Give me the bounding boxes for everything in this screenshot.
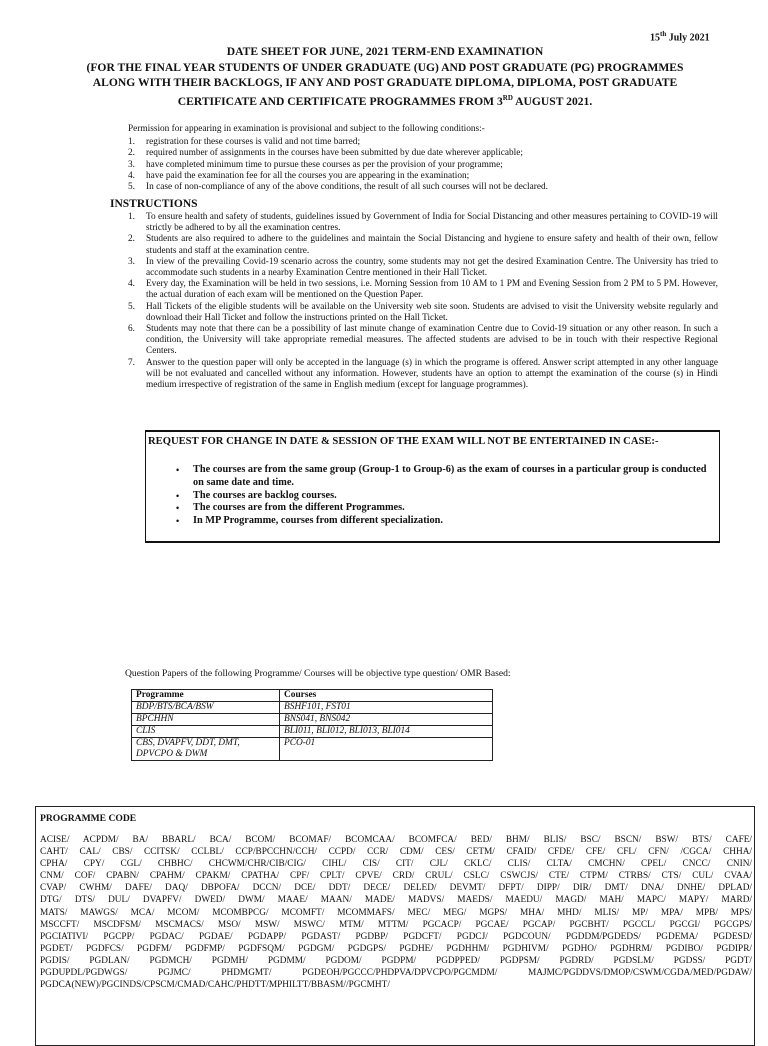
courses-cell: BNS041, BNS042 bbox=[280, 714, 493, 726]
column-header-courses: Courses bbox=[280, 690, 493, 702]
programme-code-box bbox=[35, 806, 755, 1046]
document-date: 15th July 2021 bbox=[650, 30, 710, 44]
programme-code-line: CNM/ COF/ CPABN/ CPAHM/ CPAKM/ CPATHA/ CPF/ CPLT/ CPVE/ CRD/ CRUL/ CSLC/ CSWCJS/ CTE/ CTPM/ CTRBS/ CTS/ CUL/ CVAA/ bbox=[40, 871, 752, 882]
programme-code-line: PGDIS/ PGDLAN/ PGDMCH/ PGDMH/ PGDMM/ PGDOM/ PGDPM/ PGDPPED/ PGDPSM/ PGDRD/ PGDSLM/ PGDSS/ PGDT/ bbox=[40, 955, 752, 966]
request-change-item: • The courses are backlog courses. bbox=[176, 489, 337, 501]
programme-cell: BDP/BTS/BCA/BSW bbox=[132, 702, 280, 714]
permission-item: 2. required number of assignments in the courses have been submitted by due date wherever applicable; bbox=[128, 148, 523, 159]
courses-cell: PCO-01 bbox=[280, 738, 493, 761]
permission-item: 3. have completed minimum time to pursue these courses as per the provision of your programme; bbox=[128, 159, 503, 170]
permission-intro: Permission for appearing in examination is provisional and subject to the following conditions:- bbox=[128, 124, 485, 134]
table-header-row bbox=[132, 690, 493, 702]
objective-courses-table bbox=[131, 689, 493, 761]
table-row bbox=[132, 726, 493, 738]
programme-cell: CBS, DVAPFV, DDT, DMT, DPVCPO & DWM bbox=[132, 738, 280, 761]
programme-cell: CLIS bbox=[132, 726, 280, 738]
instruction-item: 5. Hall Tickets of the eligible students will be available on the University web site soon. Students are advised to visit the University website regularly and download their Hall Ticket and follow the instructions printed on the Hall Ticket. bbox=[128, 301, 718, 323]
programme-code-line: PGDUPDL/PGDWGS/ PGJMC/ PHDMGMT/ PGDEOH/PGCCC/PHDPVA/DPVCPO/PGCMDM/ MAJMC/PGDDVS/DMOP/CSWM/CGDA/MED/PGDAW/ bbox=[40, 968, 752, 979]
programme-code-line: CVAP/ CWHM/ DAFE/ DAQ/ DBPOFA/ DCCN/ DCE/ DDT/ DECE/ DELED/ DEVMT/ DFPT/ DIPP/ DIR/ DMT/ DNA/ DNHE/ DPLAD/ bbox=[40, 883, 752, 894]
instructions-list bbox=[128, 212, 718, 391]
instruction-item: 4. Every day, the Examination will be held in two sessions, i.e. Morning Session from 10 AM to 1 PM and Evening Session from 2 PM to 5 PM. However, the actual duration of each exam will be mentioned on the Question Paper. bbox=[128, 279, 718, 301]
instructions-heading: INSTRUCTIONS bbox=[110, 198, 198, 210]
column-header-programme: Programme bbox=[132, 690, 280, 702]
instruction-item: 6. Students may note that there can be a possibility of last minute change of examination Centre due to Covid-19 situation or any other reason. In such a condition, the University will take appropriate remedial measures. The affected students are advised to be in touch with their respective Regional Centers. bbox=[128, 324, 718, 357]
permission-item: 4. have paid the examination fee for all the courses you are appearing in the examination; bbox=[128, 170, 470, 181]
programme-cell: BPCHHN bbox=[132, 714, 280, 726]
title-line-3: ALONG WITH THEIR BACKLOGS, IF ANY AND POST GRADUATE DIPLOMA, DIPLOMA, POST GRADUATE bbox=[92, 76, 678, 89]
programme-code-line: MSCCFT/ MSCDFSM/ MSCMACS/ MSO/ MSW/ MSWC/ MTM/ MTTM/ PGCACP/ PGCAE/ PGCAP/ PGCBHT/ PGCCL/ PGCGI/ PGCGPS/ bbox=[40, 919, 752, 930]
instruction-item: 1. To ensure health and safety of students, guidelines issued by Government of India for Social Distancing and other measures pertaining to COVID-19 will strictly be adhered to by all the examination centres. bbox=[128, 212, 718, 234]
document-title bbox=[60, 44, 710, 109]
table-row bbox=[132, 738, 493, 761]
instruction-item: 7. Answer to the question paper will only be accepted in the language (s) in which the programe is offered. Answer script attempted in any other language will be not evaluated and cancelled without any information. However, students have an option to attempt the examination of the course (s) in Hindi medium irrespective of registration of the same in English medium (except for language programmes). bbox=[128, 357, 718, 391]
programme-code-line: PGCIATIVI/ PGCPP/ PGDAC/ PGDAE/ PGDAPP/ PGDAST/ PGDBP/ PGDCFT/ PGDCJ/ PGDCOUN/ PGDDM/PGDEDS/ PGDEMA/ PGDESD/ bbox=[40, 931, 752, 942]
title-line-4: CERTIFICATE AND CERTIFICATE PROGRAMMES FROM 3RD AUGUST 2021. bbox=[177, 93, 593, 108]
courses-cell: BSHF101, FST01 bbox=[280, 702, 493, 714]
permission-conditions bbox=[128, 124, 738, 193]
title-line-2: (FOR THE FINAL YEAR STUDENTS OF UNDER GRADUATE (UG) AND POST GRADUATE (PG) PROGRAMMES bbox=[86, 60, 684, 74]
request-change-item: • The courses are from the same group (Group-1 to Group-6) as the exam of courses in a particular group is conducted on same date and time. bbox=[176, 464, 707, 488]
programme-code-line: DTG/ DTS/ DUL/ DVAPFV/ DWED/ DWM/ MAAE/ MAAN/ MADE/ MADVS/ MAEDS/ MAEDU/ MAGD/ MAH/ MAPC/ MAPY/ MARD/ bbox=[40, 895, 752, 906]
permission-list bbox=[128, 137, 738, 193]
instruction-item: 2. Students are also required to adhere to the guidelines and maintain the Social Distancing and hygiene to ensure safety and health of their own, fellow students and staff at the examination centre. bbox=[128, 234, 718, 256]
request-change-heading: REQUEST FOR CHANGE IN DATE & SESSION OF THE EXAM WILL NOT BE ENTERTAINED IN CASE:- bbox=[148, 436, 659, 447]
request-change-item: • In MP Programme, courses from different specialization. bbox=[176, 515, 443, 527]
instruction-item: 3. In view of the prevailing Covid-19 scenario across the country, some students may not get the desired Examination Centre. The University has tried to accommodate such students in a nearby Examination Centre mentioned in their Hall Ticket. bbox=[128, 256, 718, 279]
programme-code-line: PGDET/ PGDFCS/ PGDFM/ PGDFMP/ PGDFSQM/ PGDGM/ PGDGPS/ PGDHE/ PGDHHM/ PGDHIVM/ PGDHO/ PGDHRM/ PGDIBO/ PGDIPR/ bbox=[40, 943, 752, 954]
programme-code-heading: PROGRAMME CODE bbox=[40, 813, 137, 824]
programme-code-line: PGDCA(NEW)/PGCINDS/CPSCM/CMAD/CAHC/PHDTT/MPHILTT/BBASM//PGCMHT/ bbox=[40, 980, 390, 991]
programme-code-line: MATS/ MAWGS/ MCA/ MCOM/ MCOMBPCG/ MCOMFT/ MCOMMAFS/ MEC/ MEG/ MGPS/ MHA/ MHD/ MLIS/ MP/ MPA/ MPB/ MPS/ bbox=[40, 907, 752, 918]
programme-code-line: ACISE/ ACPDM/ BA/ BBARL/ BCA/ BCOM/ BCOMAF/ BCOMCAA/ BCOMFCA/ BED/ BHM/ BLIS/ BSC/ BSCN/ BSW/ BTS/ CAFE/ bbox=[40, 835, 752, 845]
table-row bbox=[132, 714, 493, 726]
programme-code-line: CAHT/ CAL/ CBS/ CCITSK/ CCLBL/ CCP/BPCCHN/CCH/ CCPD/ CCR/ CDM/ CES/ CETM/ CFAID/ CFDE/ CFE/ CFL/ CFN/ /CGCA/ CHHA/ bbox=[40, 847, 752, 858]
title-line-1: DATE SHEET FOR JUNE, 2021 TERM-END EXAMINATION bbox=[226, 45, 544, 58]
permission-item: 1. registration for these courses is valid and not time barred; bbox=[128, 137, 361, 148]
table-row bbox=[132, 702, 493, 714]
request-change-box bbox=[145, 430, 720, 543]
request-change-item: • The courses are from the different Programmes. bbox=[176, 502, 405, 514]
programme-code-list bbox=[40, 834, 752, 991]
permission-item: 5. In case of non-compliance of any of the above conditions, the result of all such courses will not be declared. bbox=[128, 182, 548, 193]
objective-note: Question Papers of the following Programme/ Courses will be objective type question/ OMR Based: bbox=[125, 668, 511, 679]
courses-cell: BLI011, BLI012, BLI013, BLI014 bbox=[280, 726, 493, 738]
programme-code-line: CPHA/ CPY/ CGL/ CHBHC/ CHCWM/CHR/CIB/CIG/ CIHL/ CIS/ CIT/ CJL/ CKLC/ CLIS/ CLTA/ CMCHN/ CPEL/ CNCC/ CNIN/ bbox=[40, 859, 752, 870]
request-change-list bbox=[176, 464, 716, 528]
